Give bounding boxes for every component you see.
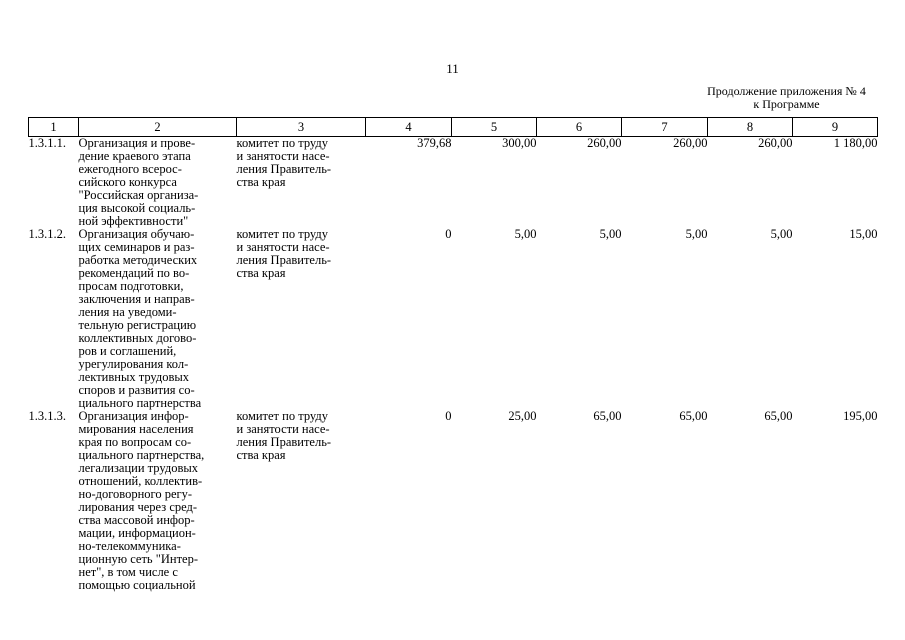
activity-name-line: циального партнерства	[78, 396, 202, 410]
row-value-col-5: 25,00	[508, 409, 537, 423]
activity-name-line: ров и соглашений,	[78, 344, 177, 358]
row-activity-name	[79, 228, 237, 410]
activity-name-line: "Российская организа-	[78, 188, 199, 202]
column-header-2: 2	[79, 118, 237, 137]
column-header-7: 7	[622, 118, 708, 137]
column-header-6: 6	[537, 118, 622, 137]
row-value-col-6: 65,00	[593, 409, 622, 423]
table-row	[29, 410, 878, 592]
activity-name-line: коллективных догово-	[78, 331, 197, 345]
table-header-row	[29, 118, 878, 137]
column-header-1: 1	[29, 118, 79, 137]
activity-name-line: дение краевого этапа	[78, 149, 191, 163]
row-activity-name	[79, 410, 237, 592]
executor-line: ления Правитель-	[236, 435, 332, 449]
activity-name-line: ной эффективности"	[78, 214, 189, 228]
executor-line: и занятости насе-	[236, 422, 330, 436]
activity-name-line: сийского конкурса	[78, 175, 177, 189]
activity-name-line: ционную сеть "Интер-	[78, 552, 199, 566]
activity-name-line: лирования через сред-	[78, 500, 198, 514]
activity-name-line: нет", в том числе с	[78, 565, 178, 579]
activity-name-line: урегулирования кол-	[78, 357, 189, 371]
activity-name-line: легализации трудовых	[78, 461, 199, 475]
activity-name-line: ления на уведоми-	[78, 305, 177, 319]
activity-name-line: отношений, коллектив-	[78, 474, 203, 488]
appendix-note	[680, 85, 893, 111]
row-code: 1.3.1.1.	[28, 136, 66, 150]
activity-name-line: мации, информацион-	[78, 526, 196, 540]
table-body	[29, 137, 878, 593]
activity-name-line: заключения и направ-	[78, 292, 195, 306]
executor-line: и занятости насе-	[236, 240, 330, 254]
activity-name-line: края по вопросам со-	[78, 435, 192, 449]
column-header-4: 4	[366, 118, 452, 137]
row-value-col-4: 379,68	[417, 136, 452, 150]
row-value-col-9: 1 180,00	[833, 136, 878, 150]
row-value-col-8: 65,00	[764, 409, 793, 423]
executor-line: ства края	[236, 266, 286, 280]
row-value-col-6: 260,00	[587, 136, 622, 150]
activity-name-line: циального партнерства,	[78, 448, 205, 462]
activity-name-line: но-телекоммуника-	[78, 539, 181, 553]
row-value-col-8: 5,00	[770, 227, 793, 241]
column-header-9: 9	[793, 118, 878, 137]
row-value-col-4: 0	[445, 227, 452, 241]
activity-name-line: ция высокой социаль-	[78, 201, 196, 215]
row-value-col-9: 15,00	[849, 227, 878, 241]
row-executor	[237, 137, 366, 229]
row-value-col-8: 260,00	[758, 136, 793, 150]
activity-name-line: ежегодного всерос-	[78, 162, 182, 176]
row-value-col-5: 300,00	[502, 136, 537, 150]
activity-name-line: споров и развития со-	[78, 383, 195, 397]
activity-name-line: тельную регистрацию	[78, 318, 197, 332]
row-activity-name	[79, 137, 237, 229]
appendix-note-line-1: Продолжение приложения № 4	[707, 84, 866, 98]
activity-name-line: работка методических	[78, 253, 198, 267]
row-value-col-4: 0	[445, 409, 452, 423]
column-header-3: 3	[237, 118, 366, 137]
table-row	[29, 228, 878, 410]
table-row	[29, 137, 878, 229]
activity-name-line: Организация инфор-	[78, 409, 189, 423]
row-value-col-6: 5,00	[599, 227, 622, 241]
appendix-note-line-2: к Программе	[753, 97, 820, 111]
executor-line: ления Правитель-	[236, 162, 332, 176]
executor-line: ства края	[236, 175, 286, 189]
row-value-col-7: 65,00	[679, 409, 708, 423]
row-code: 1.3.1.2.	[28, 227, 66, 241]
executor-line: ления Правитель-	[236, 253, 332, 267]
row-executor	[237, 228, 366, 410]
activity-name-line: лективных трудовых	[78, 370, 190, 384]
row-value-col-7: 260,00	[673, 136, 708, 150]
activity-name-line: но-договорного регу-	[78, 487, 193, 501]
activity-name-line: помощью социальной	[78, 578, 196, 592]
activity-name-line: Организация обучаю-	[78, 227, 195, 241]
row-value-col-7: 5,00	[685, 227, 708, 241]
page-number: 11	[446, 61, 459, 76]
executor-line: и занятости насе-	[236, 149, 330, 163]
executor-line: ства края	[236, 448, 286, 462]
executor-line: комитет по труду	[236, 136, 328, 150]
row-value-col-9: 195,00	[843, 409, 878, 423]
executor-line: комитет по труду	[236, 409, 328, 423]
activity-name-line: щих семинаров и раз-	[78, 240, 195, 254]
row-executor	[237, 410, 366, 592]
activity-name-line: мирования населения	[78, 422, 194, 436]
row-code: 1.3.1.3.	[28, 409, 66, 423]
activity-name-line: Организация и прове-	[78, 136, 196, 150]
executor-line: комитет по труду	[236, 227, 328, 241]
column-header-5: 5	[452, 118, 537, 137]
activity-name-line: просам подготовки,	[78, 279, 184, 293]
activity-name-line: рекомендаций по во-	[78, 266, 190, 280]
column-header-8: 8	[708, 118, 793, 137]
row-value-col-5: 5,00	[514, 227, 537, 241]
program-activities-table	[28, 117, 878, 592]
activity-name-line: ства массовой инфор-	[78, 513, 195, 527]
